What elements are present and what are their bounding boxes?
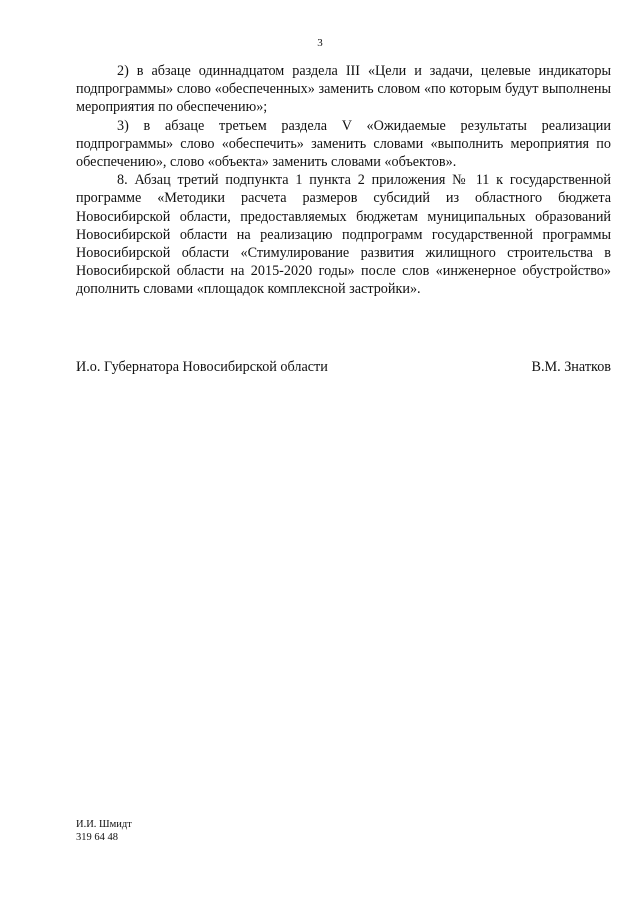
paragraph-item-3: 3) в абзаце третьем раздела V «Ожидаемые результаты реализации подпрограммы» слово «обеспечить» заменить словами «выполнить мероприятия по обеспечению», слово «объекта» заменить словами «объектов». [76,117,611,171]
document-body [76,62,611,299]
signatory-name: В.М. Знатков [531,359,611,375]
executor-name: И.И. Шмидт [76,819,132,830]
executor-info [76,818,132,844]
paragraph-section-8: 8. Абзац третий подпункта 1 пункта 2 приложения № 11 к государственной программе «Методики расчета размеров субсидий из областного бюджета Новосибирской области, предоставляемых бюджетам муниципальных образований Новосибирской области на реализацию подпрограмм государственной программы Новосибирской области «Стимулирование развития жилищного строительства в Новосибирской области на 2015-2020 годы» после слов «инженерное обустройство» дополнить словами «площадок комплексной застройки». [76,172,611,298]
signatory-role: И.о. Губернатора Новосибирской области [76,359,328,375]
paragraph-item-2: 2) в абзаце одиннадцатом раздела III «Цели и задачи, целевые индикаторы подпрограммы» слово «обеспеченных» заменить словом «по которым будут выполнены мероприятия по обеспечению»; [76,63,611,116]
executor-phone: 319 64 48 [76,832,118,843]
page-number: 3 [317,37,323,49]
